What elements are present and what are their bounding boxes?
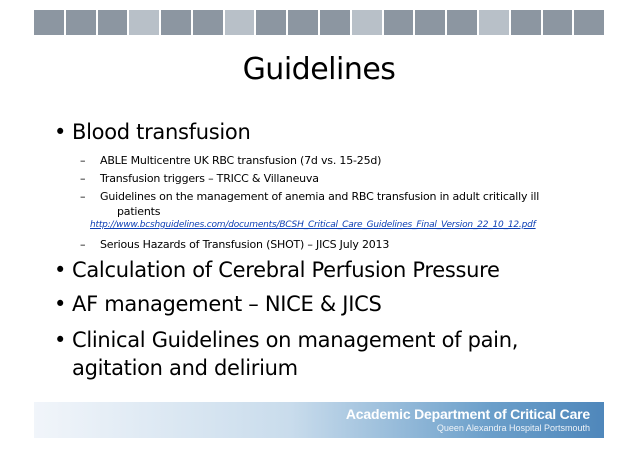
sub-item-triggers bbox=[80, 172, 319, 185]
footer-banner bbox=[34, 402, 604, 438]
bar-segment bbox=[479, 10, 509, 35]
slide-title: Guidelines bbox=[242, 52, 396, 87]
footer-department: Academic Department of Critical Care bbox=[345, 406, 590, 422]
bullet-blood-transfusion bbox=[54, 120, 251, 144]
bullet-dot-icon: • bbox=[54, 258, 67, 282]
bullet-text: AF management – NICE & JICS bbox=[72, 292, 382, 316]
sub-item-continuation: patients bbox=[117, 205, 161, 218]
bullet-text: Blood transfusion bbox=[72, 120, 251, 144]
bar-segment bbox=[129, 10, 159, 35]
bar-segment bbox=[256, 10, 286, 35]
bar-segment bbox=[543, 10, 573, 35]
bar-segment bbox=[352, 10, 382, 35]
footer-hospital: Queen Alexandra Hospital Portsmouth bbox=[436, 423, 590, 433]
bar-segment bbox=[511, 10, 541, 35]
sub-item-text: Guidelines on the management of anemia and RBC transfusion in adult critically ill bbox=[100, 190, 540, 203]
bar-segment bbox=[288, 10, 318, 35]
bar-segment bbox=[574, 10, 604, 35]
bullet-text: Clinical Guidelines on management of pain, bbox=[72, 328, 519, 352]
bar-segment bbox=[415, 10, 445, 35]
bar-segment bbox=[66, 10, 96, 35]
dash-icon: – bbox=[80, 172, 86, 185]
bullet-af-management bbox=[54, 292, 382, 316]
bullet-cerebral-perfusion bbox=[54, 258, 500, 282]
sub-item-anemia-guidelines bbox=[80, 190, 540, 203]
dash-icon: – bbox=[80, 190, 86, 203]
bar-segment bbox=[193, 10, 223, 35]
bullet-dot-icon: • bbox=[54, 328, 67, 352]
dash-icon: – bbox=[80, 154, 86, 167]
bullet-dot-icon: • bbox=[54, 292, 67, 316]
sub-item-shot bbox=[80, 238, 390, 251]
bar-segment bbox=[320, 10, 350, 35]
sub-item-text: Transfusion triggers – TRICC & Villaneuva bbox=[100, 172, 319, 185]
bullet-dot-icon: • bbox=[54, 120, 67, 144]
sub-item-able bbox=[80, 154, 382, 167]
sub-item-text: Serious Hazards of Transfusion (SHOT) – JICS July 2013 bbox=[100, 238, 390, 251]
bullet-clinical-guidelines-continuation: agitation and delirium bbox=[72, 356, 298, 380]
bar-segment bbox=[447, 10, 477, 35]
bcsh-guidelines-link[interactable]: http://www.bcshguidelines.com/documents/BCSH_Critical_Care_Guidelines_Final_Version_22_10_12.pdf bbox=[90, 220, 536, 230]
bullet-clinical-guidelines bbox=[54, 328, 519, 352]
bar-segment bbox=[34, 10, 64, 35]
bar-segment bbox=[161, 10, 191, 35]
sub-item-text: ABLE Multicentre UK RBC transfusion (7d vs. 15-25d) bbox=[100, 154, 382, 167]
top-decorative-bar bbox=[34, 10, 604, 35]
dash-icon: – bbox=[80, 238, 86, 251]
bar-segment bbox=[98, 10, 128, 35]
bullet-text: Calculation of Cerebral Perfusion Pressure bbox=[72, 258, 500, 282]
bar-segment bbox=[384, 10, 414, 35]
bar-segment bbox=[225, 10, 255, 35]
